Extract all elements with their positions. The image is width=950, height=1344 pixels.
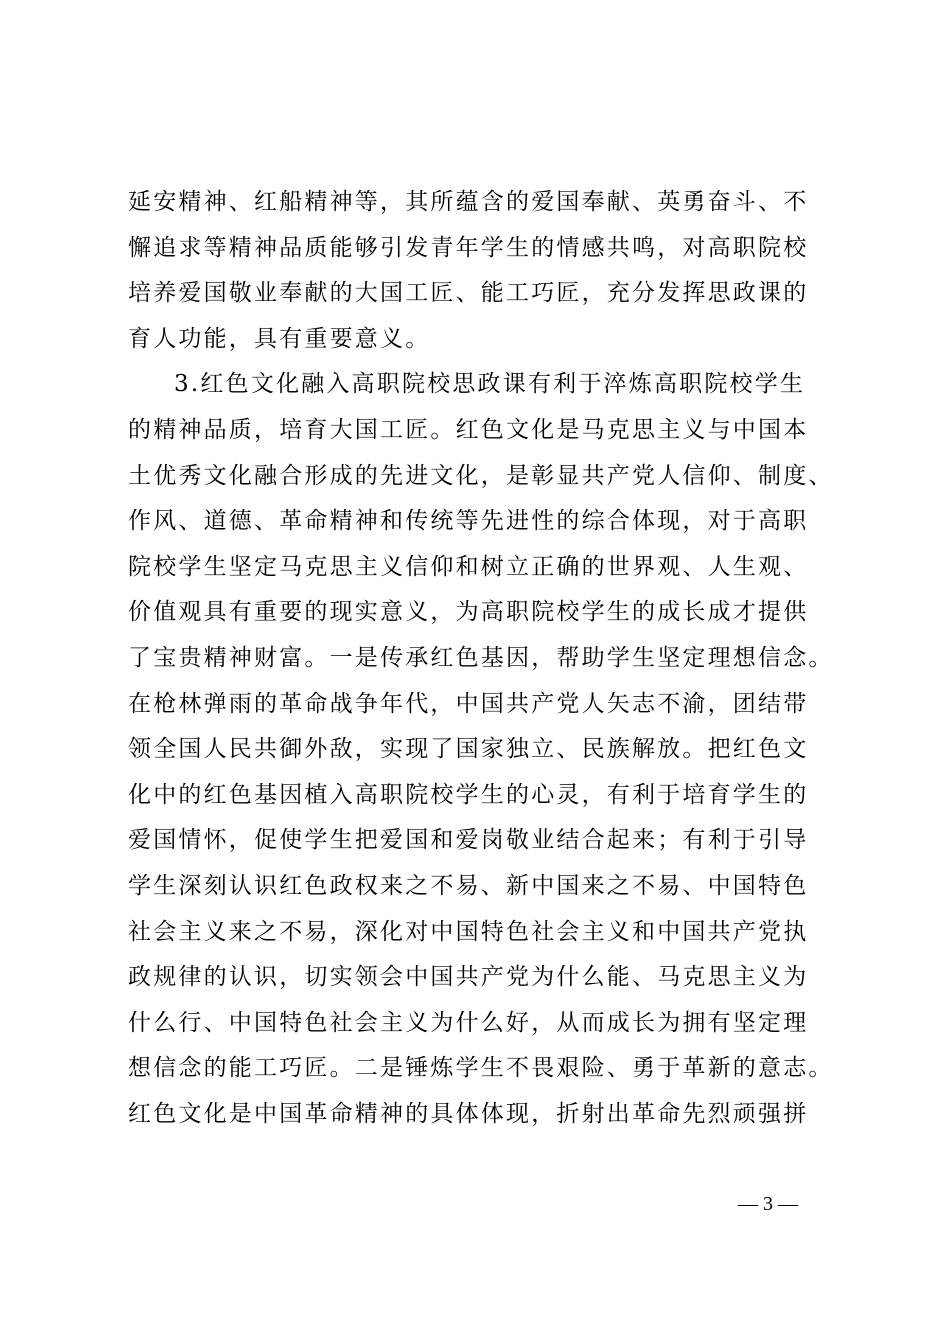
text-line: 了宝贵精神财富。一是传承红色基因，帮助学生坚定理想信念。: [128, 644, 834, 671]
text-line: 院校学生坚定马克思主义信仰和树立正确的世界观、人生观、: [128, 553, 809, 580]
text-line: 什么行、中国特色社会主义为什么好，从而成长为拥有坚定理: [128, 1009, 809, 1036]
text-line: 学生深刻认识红色政权来之不易、新中国来之不易、中国特色: [128, 872, 809, 899]
text-line: 政规律的认识，切实领会中国共产党为什么能、马克思主义为: [128, 964, 809, 991]
text-line: 的精神品质，培育大国工匠。红色文化是马克思主义与中国本: [128, 416, 809, 443]
text-line: 培养爱国敬业奉献的大国工匠、能工巧匠，充分发挥思政课的: [128, 280, 809, 307]
text-line: 在枪林弹雨的革命战争年代，中国共产党人矢志不渝，团结带: [128, 690, 809, 717]
text-line: 红色文化是中国革命精神的具体体现，折射出革命先烈顽强拼: [128, 1100, 809, 1127]
page-number: — 3 —: [738, 1193, 798, 1215]
paragraph-continuation: [128, 180, 828, 362]
text-line: 化中的红色基因植入高职院校学生的心灵，有利于培育学生的: [128, 781, 809, 808]
text-line: 懈追求等精神品质能够引发青年学生的情感共鸣，对高职院校: [128, 234, 809, 261]
text-line: 领全国人民共御外敌，实现了国家独立、民族解放。把红色文: [128, 736, 809, 763]
document-body: [128, 180, 834, 1137]
text-line: 3.红色文化融入高职院校思政课有利于淬炼高职院校学生: [174, 371, 806, 398]
text-line: 作风、道德、革命精神和传统等先进性的综合体现，对于高职: [128, 508, 809, 535]
text-line: 想信念的能工巧匠。二是锤炼学生不畏艰险、勇于革新的意志。: [128, 1055, 834, 1082]
text-line: 土优秀文化融合形成的先进文化，是彰显共产党人信仰、制度、: [128, 462, 834, 489]
paragraph-point-3: [128, 362, 834, 1137]
text-line: 育人功能，具有重要意义。: [128, 325, 431, 352]
text-line: 价值观具有重要的现实意义，为高职院校学生的成长成才提供: [128, 599, 809, 626]
text-line: 延安精神、红船精神等，其所蕴含的爱国奉献、英勇奋斗、不: [128, 189, 809, 215]
text-line: 社会主义来之不易，深化对中国特色社会主义和中国共产党执: [128, 918, 809, 945]
text-line: 爱国情怀，促使学生把爱国和爱岗敬业结合起来；有利于引导: [128, 827, 809, 854]
